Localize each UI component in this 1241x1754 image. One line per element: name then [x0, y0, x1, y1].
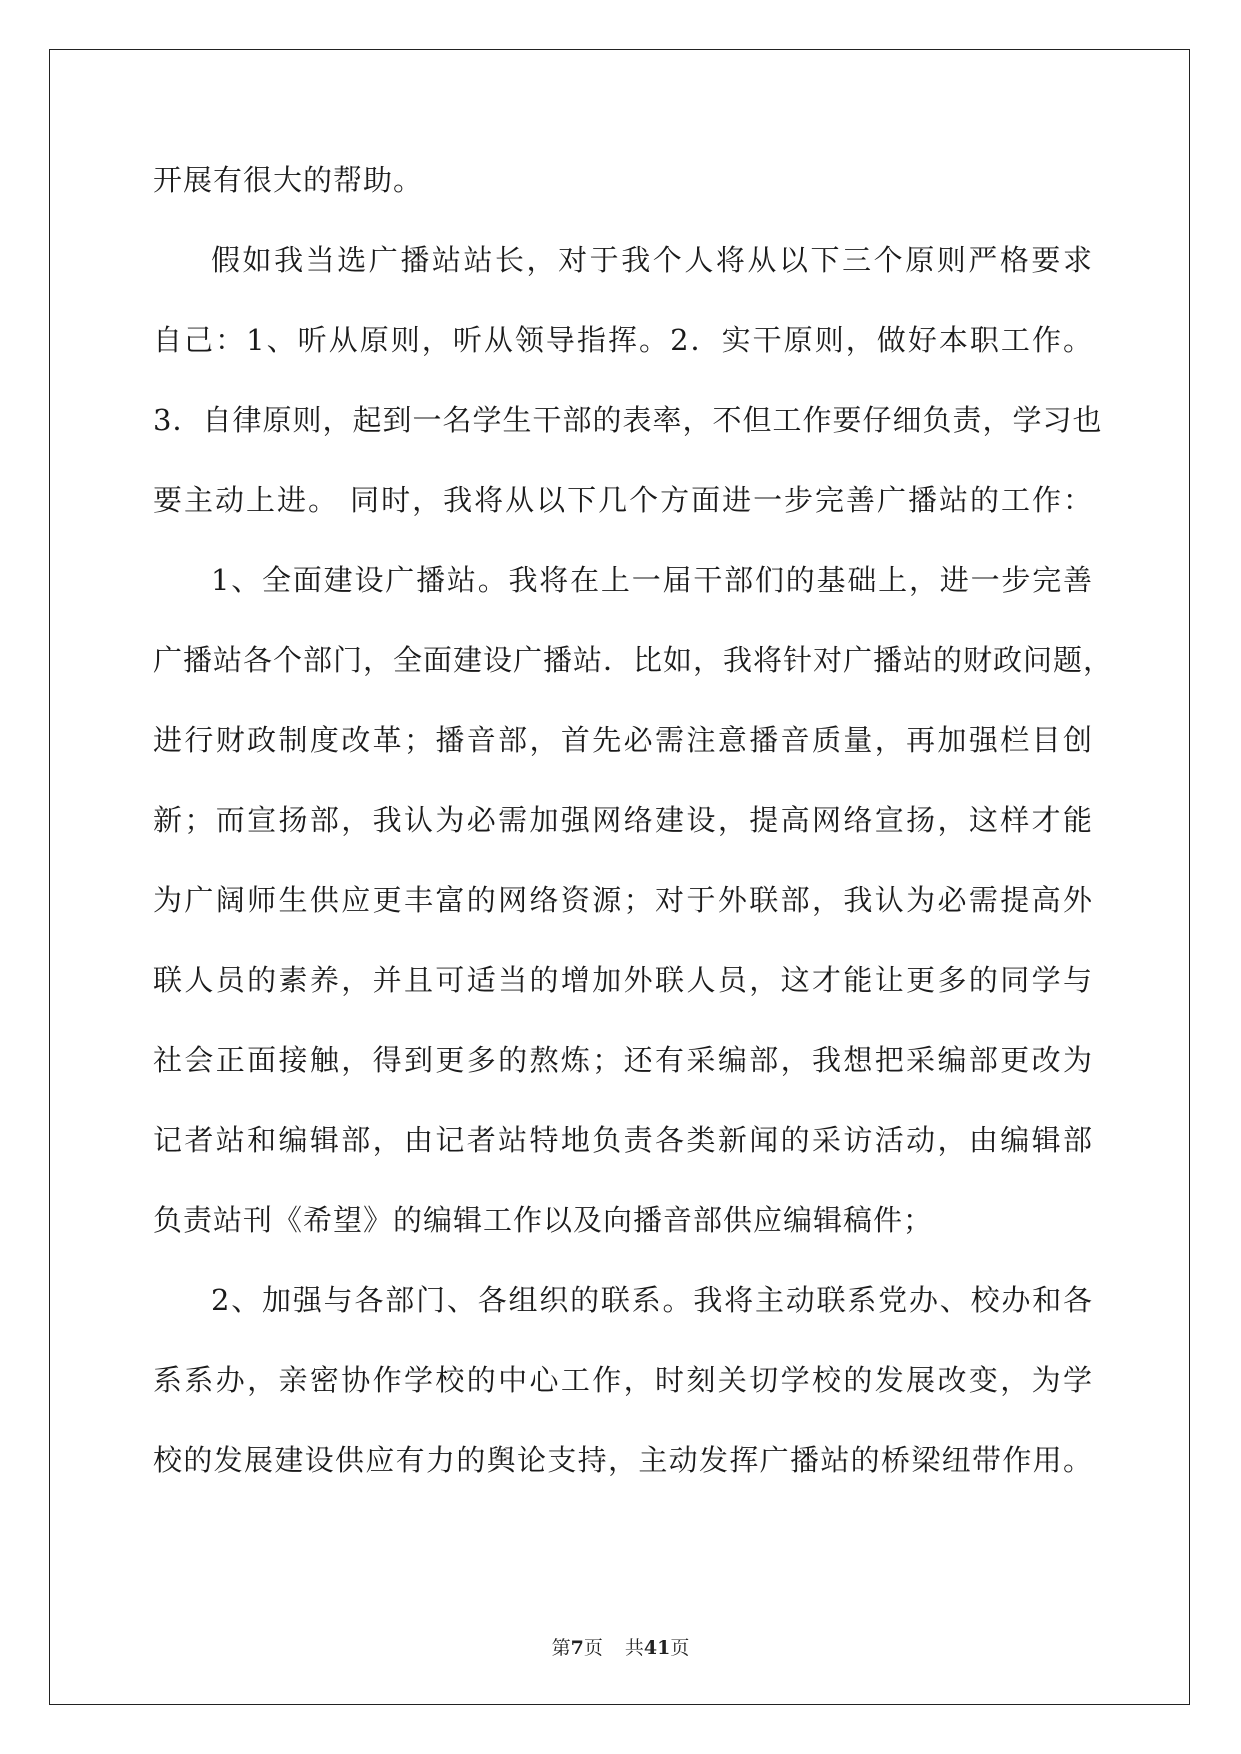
text-line: 社会正面接触，得到更多的熬炼；还有采编部，我想把采编部更改为 [153, 1043, 1093, 1077]
text-line: 系系办，亲密协作学校的中心工作，时刻关切学校的发展改变，为学 [153, 1363, 1093, 1397]
text-line: 记者站和编辑部，由记者站特地负责各类新闻的采访活动，由编辑部 [153, 1123, 1093, 1157]
page-unit: 页 [583, 1637, 603, 1659]
text-line: 要主动上进。 同时，我将从以下几个方面进一步完善广播站的工作： [153, 483, 1093, 517]
text-line: 新；而宣扬部，我认为必需加强网络建设，提高网络宣扬，这样才能 [153, 803, 1093, 837]
document-body [153, 155, 1114, 1515]
text-line: 广播站各个部门，全面建设广播站．比如，我将针对广播站的财政问题， [153, 643, 1114, 677]
paragraph-start-line: 假如我当选广播站站长，对于我个人将从以下三个原则严格要求 [211, 243, 1093, 277]
text-line: 负责站刊《希望》的编辑工作以及向播音部供应编辑稿件； [153, 1203, 934, 1237]
page-prefix: 第 [551, 1637, 571, 1659]
text-line: 为广阔师生供应更丰富的网络资源；对于外联部，我认为必需提高外 [153, 883, 1093, 917]
total-unit: 页 [670, 1637, 690, 1659]
paragraph-start-line: 1、全面建设广播站。我将在上一届干部们的基础上，进一步完善 [211, 563, 1093, 597]
text-line: 自己：1、听从原则，听从领导指挥。2．实干原则，做好本职工作。 [153, 323, 1093, 357]
current-page-number: 7 [570, 1637, 584, 1659]
text-line: 开展有很大的帮助。 [153, 163, 424, 197]
paragraph-start-line: 2、加强与各部门、各组织的联系。我将主动联系党办、校办和各 [211, 1283, 1093, 1317]
text-line: 联人员的素养，并且可适当的增加外联人员，这才能让更多的同学与 [153, 963, 1093, 997]
page-footer [0, 1633, 1241, 1660]
text-line: 进行财政制度改革；播音部，首先必需注意播音质量，再加强栏目创 [153, 723, 1093, 757]
total-prefix: 共 [624, 1637, 644, 1659]
text-line: 3．自律原则，起到一名学生干部的表率，不但工作要仔细负责，学习也 [153, 403, 1103, 437]
text-line: 校的发展建设供应有力的舆论支持，主动发挥广播站的桥梁纽带作用。 [153, 1443, 1093, 1477]
total-page-count: 41 [643, 1637, 671, 1659]
